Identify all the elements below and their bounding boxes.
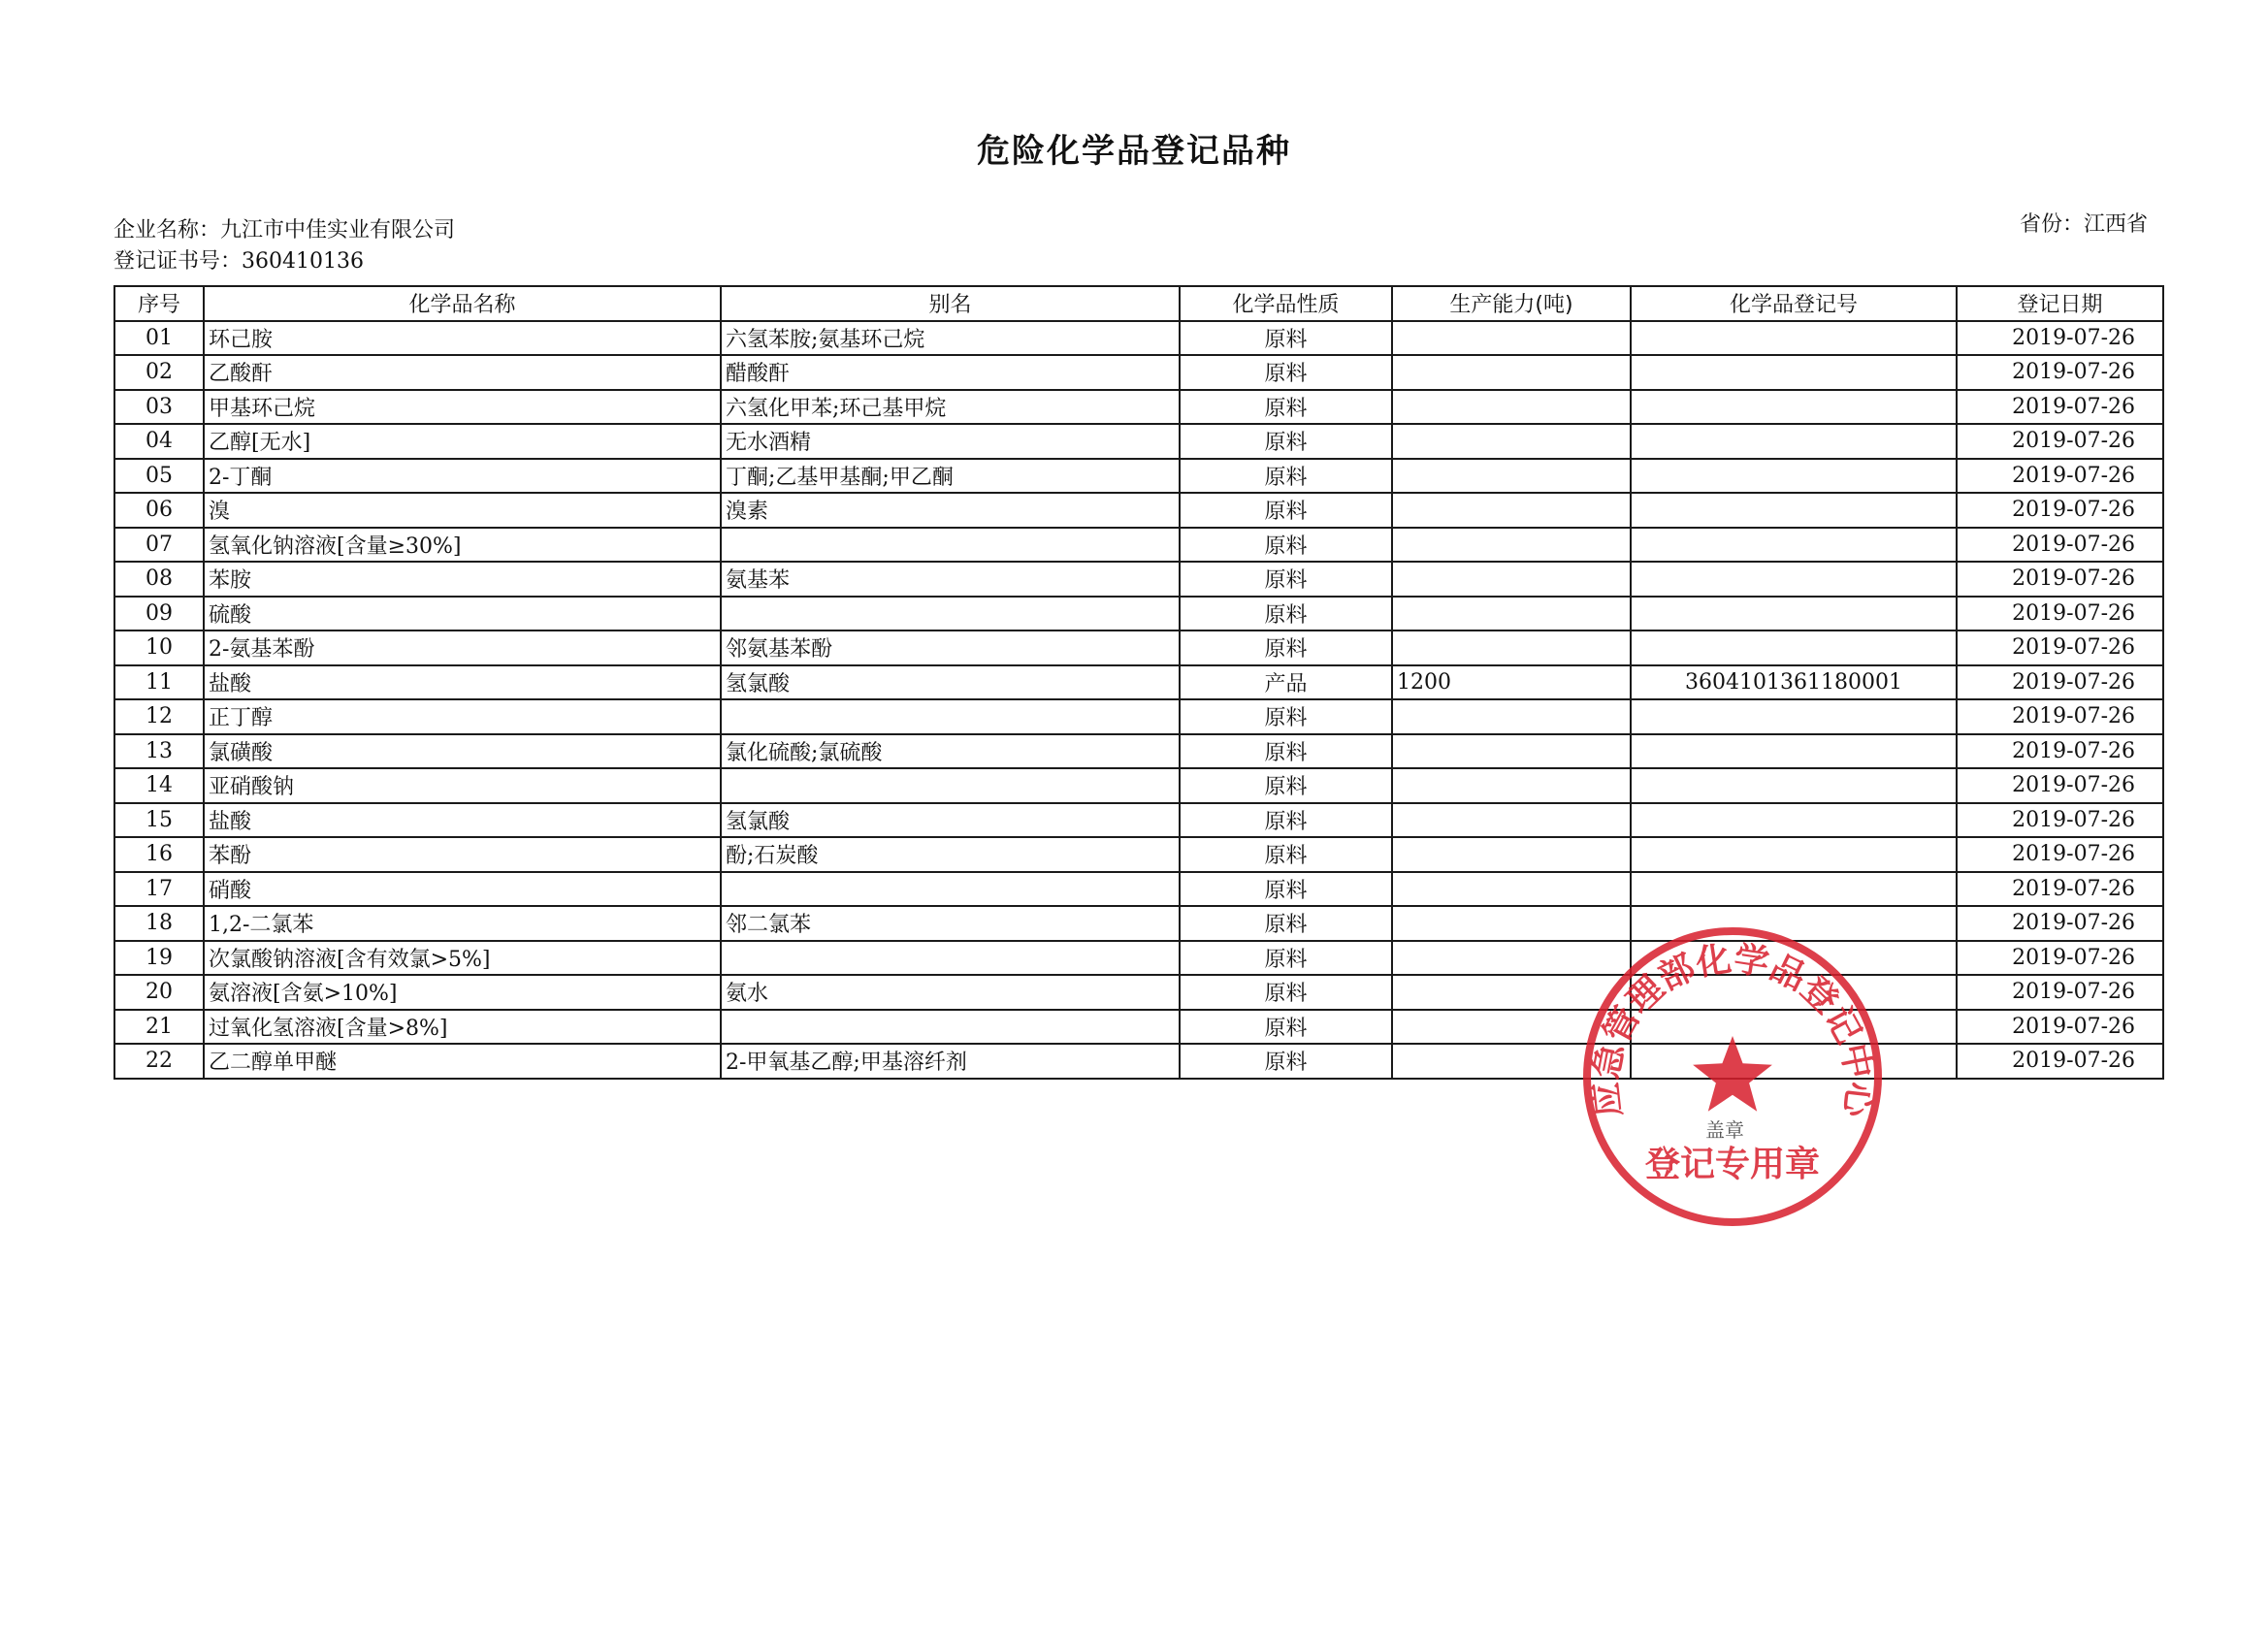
cell-chemical-name: 乙酸酐: [204, 355, 721, 390]
cell-alias: [721, 597, 1180, 631]
header-seq: 序号: [114, 286, 204, 321]
cell-registration-date: 2019-07-26: [1957, 355, 2163, 390]
cell-seq: 08: [114, 562, 204, 597]
cell-registration-number: [1631, 837, 1957, 872]
cell-alias: 酚;石炭酸: [721, 837, 1180, 872]
cell-nature: 原料: [1180, 459, 1392, 494]
cell-registration-number: [1631, 493, 1957, 528]
cell-registration-number: [1631, 872, 1957, 907]
header-registration-date: 登记日期: [1957, 286, 2163, 321]
cell-alias: 氢氯酸: [721, 803, 1180, 838]
cell-seq: 02: [114, 355, 204, 390]
header-alias: 别名: [721, 286, 1180, 321]
cell-nature: 原料: [1180, 597, 1392, 631]
cell-alias: 丁酮;乙基甲基酮;甲乙酮: [721, 459, 1180, 494]
cell-registration-number: [1631, 1010, 1957, 1045]
header-capacity: 生产能力(吨): [1392, 286, 1631, 321]
cell-capacity: [1392, 941, 1631, 976]
company-name-value: 九江市中佳实业有限公司: [220, 218, 456, 242]
cell-seq: 15: [114, 803, 204, 838]
header-chemical-name: 化学品名称: [204, 286, 721, 321]
cell-chemical-name: 溴: [204, 493, 721, 528]
table-row: [114, 803, 2163, 838]
cell-alias: [721, 872, 1180, 907]
table-row: [114, 1010, 2163, 1045]
certificate-number-value: 360410136: [242, 249, 364, 274]
cell-registration-number: [1631, 424, 1957, 459]
cell-seq: 06: [114, 493, 204, 528]
cell-chemical-name: 乙醇[无水]: [204, 424, 721, 459]
cell-registration-date: 2019-07-26: [1957, 424, 2163, 459]
cell-registration-date: 2019-07-26: [1957, 734, 2163, 769]
table-row: [114, 734, 2163, 769]
table-row: [114, 424, 2163, 459]
cell-alias: 氨基苯: [721, 562, 1180, 597]
cell-capacity: [1392, 562, 1631, 597]
cell-nature: 产品: [1180, 665, 1392, 700]
cell-chemical-name: 苯酚: [204, 837, 721, 872]
cell-nature: 原料: [1180, 699, 1392, 734]
table-row: [114, 1044, 2163, 1079]
cell-seq: 14: [114, 768, 204, 803]
cell-chemical-name: 苯胺: [204, 562, 721, 597]
cell-chemical-name: 盐酸: [204, 665, 721, 700]
cell-registration-number: [1631, 975, 1957, 1010]
cell-registration-number: 3604101361180001: [1631, 665, 1957, 700]
cell-capacity: [1392, 321, 1631, 356]
cell-registration-date: 2019-07-26: [1957, 493, 2163, 528]
cell-nature: 原料: [1180, 1010, 1392, 1045]
table-row: [114, 321, 2163, 356]
table-row: [114, 872, 2163, 907]
cell-nature: 原料: [1180, 872, 1392, 907]
seal-center-text: 盖章: [1705, 1118, 1744, 1142]
cell-seq: 13: [114, 734, 204, 769]
cell-seq: 11: [114, 665, 204, 700]
cell-registration-number: [1631, 699, 1957, 734]
cell-seq: 12: [114, 699, 204, 734]
cell-registration-number: [1631, 597, 1957, 631]
company-name-label: 企业名称：: [113, 218, 221, 242]
cell-nature: 原料: [1180, 941, 1392, 976]
cell-capacity: [1392, 734, 1631, 769]
table-row: [114, 390, 2163, 425]
cell-registration-date: 2019-07-26: [1957, 768, 2163, 803]
cell-alias: 无水酒精: [721, 424, 1180, 459]
table-row: [114, 493, 2163, 528]
cell-capacity: [1392, 837, 1631, 872]
cell-registration-date: 2019-07-26: [1957, 630, 2163, 665]
cell-chemical-name: 盐酸: [204, 803, 721, 838]
cell-capacity: [1392, 459, 1631, 494]
cell-alias: 六氢化甲苯;环己基甲烷: [721, 390, 1180, 425]
cell-chemical-name: 硝酸: [204, 872, 721, 907]
cell-registration-date: 2019-07-26: [1957, 1044, 2163, 1079]
cell-nature: 原料: [1180, 390, 1392, 425]
company-name-line: [113, 213, 455, 243]
cell-seq: 18: [114, 906, 204, 941]
cell-registration-date: 2019-07-26: [1957, 906, 2163, 941]
table-row: [114, 630, 2163, 665]
table-row: [114, 768, 2163, 803]
cell-capacity: [1392, 1010, 1631, 1045]
cell-seq: 04: [114, 424, 204, 459]
cell-registration-date: 2019-07-26: [1957, 390, 2163, 425]
cell-alias: [721, 528, 1180, 563]
cell-alias: 六氢苯胺;氨基环己烷: [721, 321, 1180, 356]
cell-nature: 原料: [1180, 837, 1392, 872]
table-row: [114, 975, 2163, 1010]
cell-alias: 邻二氯苯: [721, 906, 1180, 941]
cell-capacity: [1392, 597, 1631, 631]
cell-registration-number: [1631, 459, 1957, 494]
cell-alias: [721, 1010, 1180, 1045]
cell-registration-date: 2019-07-26: [1957, 941, 2163, 976]
table-row: [114, 699, 2163, 734]
cell-registration-date: 2019-07-26: [1957, 665, 2163, 700]
cell-registration-number: [1631, 1044, 1957, 1079]
cell-alias: 氨水: [721, 975, 1180, 1010]
cell-registration-number: [1631, 390, 1957, 425]
table-row: [114, 941, 2163, 976]
cell-alias: 氯化硫酸;氯硫酸: [721, 734, 1180, 769]
cell-alias: [721, 768, 1180, 803]
cell-capacity: [1392, 872, 1631, 907]
cell-registration-date: 2019-07-26: [1957, 1010, 2163, 1045]
cell-chemical-name: 氨溶液[含氨>10%]: [204, 975, 721, 1010]
cell-capacity: [1392, 493, 1631, 528]
cell-seq: 07: [114, 528, 204, 563]
province-value: 江西省: [2084, 212, 2149, 237]
cell-registration-date: 2019-07-26: [1957, 597, 2163, 631]
table-row: [114, 837, 2163, 872]
cell-registration-number: [1631, 768, 1957, 803]
cell-alias: 氢氯酸: [721, 665, 1180, 700]
cell-nature: 原料: [1180, 768, 1392, 803]
cell-capacity: 1200: [1392, 665, 1631, 700]
table-row: [114, 906, 2163, 941]
cell-seq: 20: [114, 975, 204, 1010]
table-row: [114, 665, 2163, 700]
cell-alias: 溴素: [721, 493, 1180, 528]
cell-chemical-name: 正丁醇: [204, 699, 721, 734]
certificate-number-label: 登记证书号：: [113, 249, 243, 274]
cell-alias: 邻氨基苯酚: [721, 630, 1180, 665]
cell-alias: 醋酸酐: [721, 355, 1180, 390]
cell-capacity: [1392, 528, 1631, 563]
cell-chemical-name: 亚硝酸钠: [204, 768, 721, 803]
cell-seq: 19: [114, 941, 204, 976]
cell-seq: 17: [114, 872, 204, 907]
cell-seq: 05: [114, 459, 204, 494]
seal-ring-text: 应急管理部化学品登记中心: [1585, 939, 1880, 1119]
cell-registration-number: [1631, 734, 1957, 769]
cell-nature: 原料: [1180, 975, 1392, 1010]
cell-nature: 原料: [1180, 355, 1392, 390]
cell-seq: 03: [114, 390, 204, 425]
cell-nature: 原料: [1180, 630, 1392, 665]
cell-chemical-name: 过氧化氢溶液[含量>8%]: [204, 1010, 721, 1045]
cell-chemical-name: 环己胺: [204, 321, 721, 356]
cell-registration-date: 2019-07-26: [1957, 837, 2163, 872]
table-row: [114, 597, 2163, 631]
cell-chemical-name: 次氯酸钠溶液[含有效氯>5%]: [204, 941, 721, 976]
cell-chemical-name: 氯磺酸: [204, 734, 721, 769]
cell-registration-number: [1631, 562, 1957, 597]
cell-registration-date: 2019-07-26: [1957, 699, 2163, 734]
table-header-row: [114, 286, 2163, 321]
cell-registration-date: 2019-07-26: [1957, 872, 2163, 907]
cell-chemical-name: 乙二醇单甲醚: [204, 1044, 721, 1079]
cell-registration-date: 2019-07-26: [1957, 321, 2163, 356]
cell-nature: 原料: [1180, 528, 1392, 563]
registration-table: [113, 285, 2164, 1080]
table-body: [114, 321, 2163, 1079]
cell-nature: 原料: [1180, 906, 1392, 941]
cell-registration-number: [1631, 355, 1957, 390]
cell-registration-date: 2019-07-26: [1957, 803, 2163, 838]
cell-seq: 22: [114, 1044, 204, 1079]
header-registration-number: 化学品登记号: [1631, 286, 1957, 321]
cell-alias: [721, 941, 1180, 976]
cell-nature: 原料: [1180, 1044, 1392, 1079]
table-row: [114, 528, 2163, 563]
cell-seq: 10: [114, 630, 204, 665]
cell-registration-date: 2019-07-26: [1957, 528, 2163, 563]
province-label: 省份：: [2020, 212, 2085, 237]
cell-registration-date: 2019-07-26: [1957, 562, 2163, 597]
cell-nature: 原料: [1180, 321, 1392, 356]
cell-chemical-name: 氢氧化钠溶液[含量≥30%]: [204, 528, 721, 563]
cell-registration-number: [1631, 906, 1957, 941]
cell-registration-number: [1631, 803, 1957, 838]
cell-registration-number: [1631, 630, 1957, 665]
cell-chemical-name: 硫酸: [204, 597, 721, 631]
header-nature: 化学品性质: [1180, 286, 1392, 321]
cell-registration-number: [1631, 941, 1957, 976]
cell-capacity: [1392, 1044, 1631, 1079]
cell-capacity: [1392, 424, 1631, 459]
cell-nature: 原料: [1180, 424, 1392, 459]
cell-chemical-name: 2-丁酮: [204, 459, 721, 494]
cell-capacity: [1392, 975, 1631, 1010]
cell-seq: 21: [114, 1010, 204, 1045]
cell-chemical-name: 1,2-二氯苯: [204, 906, 721, 941]
cell-nature: 原料: [1180, 803, 1392, 838]
cell-chemical-name: 甲基环己烷: [204, 390, 721, 425]
cell-capacity: [1392, 390, 1631, 425]
cell-capacity: [1392, 768, 1631, 803]
cell-registration-number: [1631, 321, 1957, 356]
cell-chemical-name: 2-氨基苯酚: [204, 630, 721, 665]
cell-registration-date: 2019-07-26: [1957, 975, 2163, 1010]
seal-bottom-text: 登记专用章: [1644, 1145, 1821, 1184]
table-row: [114, 355, 2163, 390]
cell-seq: 09: [114, 597, 204, 631]
certificate-number-line: [113, 244, 364, 275]
cell-registration-date: 2019-07-26: [1957, 459, 2163, 494]
cell-alias: [721, 699, 1180, 734]
cell-capacity: [1392, 699, 1631, 734]
cell-nature: 原料: [1180, 493, 1392, 528]
cell-seq: 01: [114, 321, 204, 356]
cell-alias: 2-甲氧基乙醇;甲基溶纤剂: [721, 1044, 1180, 1079]
cell-registration-number: [1631, 528, 1957, 563]
province-line: [2020, 208, 2148, 238]
cell-capacity: [1392, 803, 1631, 838]
page-title: 危险化学品登记品种: [977, 132, 1291, 171]
cell-seq: 16: [114, 837, 204, 872]
cell-capacity: [1392, 355, 1631, 390]
table-row: [114, 562, 2163, 597]
cell-nature: 原料: [1180, 734, 1392, 769]
cell-nature: 原料: [1180, 562, 1392, 597]
cell-capacity: [1392, 630, 1631, 665]
table-row: [114, 459, 2163, 494]
cell-capacity: [1392, 906, 1631, 941]
